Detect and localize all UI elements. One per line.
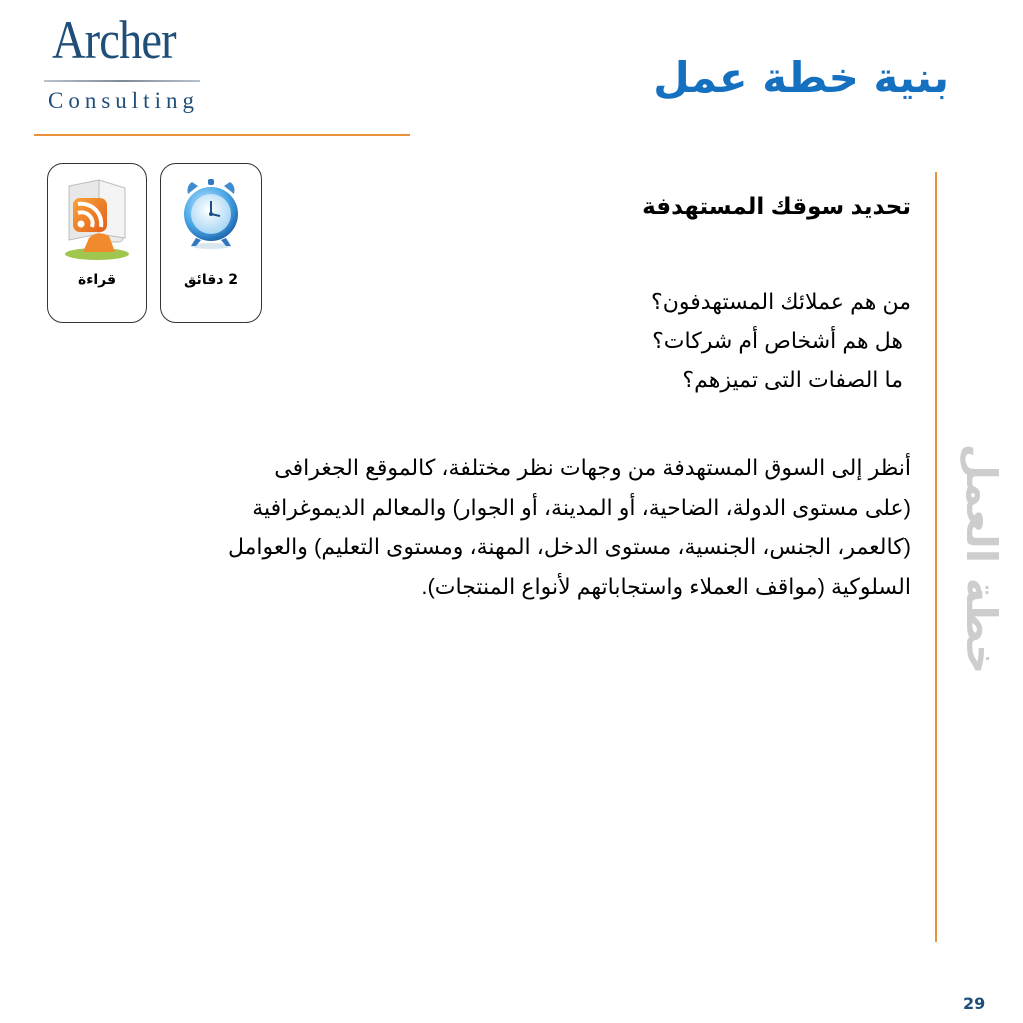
archer-consulting-logo — [40, 6, 202, 116]
page-title: بنية خطة عمل — [653, 53, 949, 102]
body-paragraph — [71, 448, 911, 606]
section-heading: تحديد سوقك المستهدفة — [642, 193, 911, 219]
rss-reading-icon — [59, 172, 135, 262]
logo-divider — [44, 80, 200, 82]
question-item: من هم عملائك المستهدفون؟ — [651, 289, 911, 314]
duration-label: 2 دقائق — [183, 272, 239, 288]
header-divider — [34, 134, 410, 136]
alarm-clock-icon — [182, 176, 240, 250]
paragraph-line: (كالعمر، الجنس، الجنسية، مستوى الدخل، المهنة، ومستوى التعليم) والعوامل — [227, 534, 911, 559]
question-list — [71, 282, 911, 399]
question-item: ما الصفات التى تميزهم؟ — [682, 367, 903, 392]
vertical-divider — [935, 172, 937, 942]
side-section-label — [953, 443, 1009, 675]
paragraph-line: أنظر إلى السوق المستهدفة من وجهات نظر مختلفة، كالموقع الجغرافى — [274, 455, 911, 480]
paragraph-line: (على مستوى الدولة، الضاحية، أو المدينة، أو الجوار) والمعالم الديموغرافية — [252, 494, 911, 520]
paragraph-line: السلوكية (مواقف العملاء واستجاباتهم لأنواع المنتجات). — [421, 573, 911, 599]
page-number: 29 — [963, 994, 986, 1013]
logo-tagline: Consulting — [48, 88, 199, 113]
question-item: هل هم أشخاص أم شركات؟ — [652, 328, 903, 353]
reading-label: قراءة — [77, 272, 117, 288]
side-label-text: خطة العمل — [957, 443, 1006, 675]
logo-name: Archer — [52, 10, 176, 70]
